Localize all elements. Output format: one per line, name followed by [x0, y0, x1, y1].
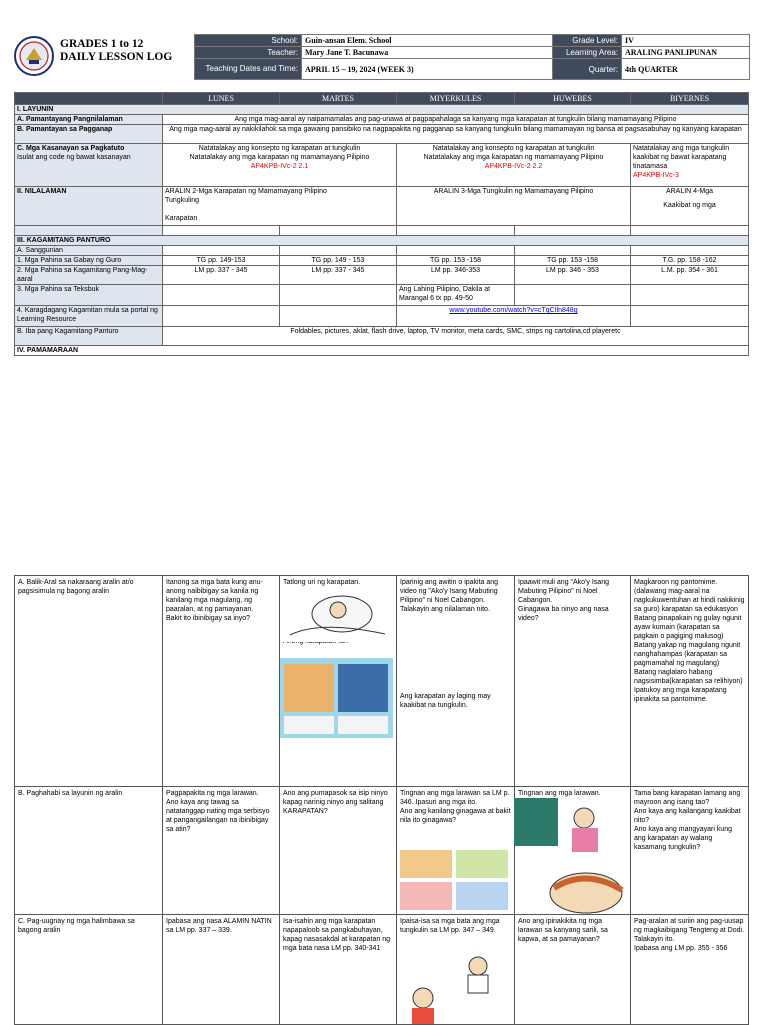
kasanayan-sub: Isulat ang code ng bawat kasanayan	[17, 154, 131, 161]
gabay-martes: TG pp. 149 - 153	[280, 256, 397, 266]
spacer-cell	[280, 226, 397, 236]
quarter-value: 4th QUARTER	[622, 59, 750, 80]
balik-aral-miyerkules	[397, 576, 515, 787]
spacer-cell	[515, 226, 631, 236]
nilalaman-mon-title: ARALIN 2-Mga Karapatan ng Mamamayang Pilipino	[165, 188, 327, 195]
day-martes: MARTES	[280, 93, 397, 105]
header-info-table	[194, 34, 750, 80]
balik-aral-huwebes: Ipaawit muli ang "Ako'y Isang Mabuting Pilipino" ni Noel Cabangon. Ginagawa ba ninyo ang nasa video?	[515, 576, 631, 787]
dates-value: APRIL 15 – 19, 2024 (WEEK 3)	[302, 59, 553, 80]
pamantayang-pangnilalaman-text: Ang mga mag-aaral ay naipamamalas ang pag-unawa at pagpapahalaga sa kanyang mga karapatan at tungkulin bilang mamamayang Pilipino	[163, 115, 749, 125]
empty-cell	[163, 246, 280, 256]
day-biyernes: BIYERNES	[631, 93, 749, 105]
pag-uugnay-miyerkules: Ipaisa-isa sa mga bata ang mga tungkulin sa LM pp. 347 – 349.	[397, 915, 515, 1025]
spacer-cell	[163, 226, 280, 236]
procedures-table	[14, 575, 749, 1025]
iba-kagamitan-text: Foldables, pictures, aklat, flash drive, laptop, TV monitor, meta cards, SMC, strips ng cartolina,cd playeretc	[163, 327, 749, 346]
empty-cell	[280, 285, 397, 306]
pamantayan-pagganap-text: Ang mga mag-aaral ay nakikilahok sa mga gawaing pansibiko na nagpapakita ng pagganap sa kanyang tungkulin bilang mamamayan ng bansa at pagsasabuhay ng kanyang karapatan	[163, 125, 749, 144]
teacher-label: Teacher:	[195, 47, 302, 59]
family-pictures-illustration	[398, 848, 511, 912]
kasanayan-mon-tue	[163, 144, 397, 187]
row-label-iba: B. Iba pang Kagamitang Panturo	[15, 327, 163, 346]
kasanayan-fri-code: AP4KPB-IVc-3	[633, 172, 679, 179]
spacer-cell	[397, 226, 515, 236]
nilalaman-mon-line3: Karapatan	[165, 215, 198, 222]
gabay-lunes: TG pp. 149-153	[163, 256, 280, 266]
kasanayan-mon-code: AP4KPB-IVc-2 2.1	[250, 163, 309, 170]
empty-cell	[515, 246, 631, 256]
empty-cell	[163, 306, 280, 327]
gabay-biyernes: T.G. pp. 158 -162	[631, 256, 749, 266]
classroom-illustration	[514, 798, 624, 918]
nilalaman-mon	[163, 187, 397, 226]
kasanayan-wed-thu	[397, 144, 631, 187]
proc-label-paghahabi: B. Paghahabi sa layunin ng aralin	[15, 787, 163, 915]
nilalaman-wed: ARALIN 3-Mga Tungkulin ng Mamamayang Pilipino	[397, 187, 631, 226]
row-label-pamantayang-pangnilalaman: A. Pamantayang Pangnilalaman	[15, 115, 163, 125]
area-value: ARALING PANLIPUNAN	[622, 47, 750, 59]
row-label-sanggunian: A. Sanggunian	[15, 246, 163, 256]
grade-value: IV	[622, 35, 750, 47]
paghahabi-biyernes: Tama bang karapatan lamang ang mayroon ang isang tao? Ano kaya ang kailangang kaakibat nito? Ano kaya ang mangyayari kung ang karapatan ay walang kasamang tungkulin?	[631, 787, 749, 915]
nilalaman-fri-title: ARALIN 4-Mga	[665, 188, 714, 195]
lm-biyernes: L.M. pp. 354 - 361	[631, 266, 749, 285]
gabay-huwebes: TG pp. 153 -158	[515, 256, 631, 266]
title-line2: DAILY LESSON LOG	[60, 51, 173, 63]
kasanayan-wed-code: AP4KPB-IVc-2 2.2	[484, 163, 543, 170]
lm-lunes: LM pp. 337 - 345	[163, 266, 280, 285]
karagdagan-cell	[397, 306, 631, 327]
lm-martes: LM pp. 337 - 345	[280, 266, 397, 285]
dates-label: Teaching Dates and Time:	[195, 59, 302, 80]
empty-cell	[280, 306, 397, 327]
corner-header	[15, 93, 163, 105]
grade-label: Grade Level:	[553, 35, 622, 47]
proc-label-balik-aral: A. Balik-Aral sa nakaraang aralin at/o pagsisimula ng bagong aralin	[15, 576, 163, 787]
gabay-miyerkules: TG pp. 153 -158	[397, 256, 515, 266]
section-layunin: I. LAYUNIN	[15, 105, 749, 115]
section-kagamitan: III. KAGAMITANG PANTURO	[15, 236, 749, 246]
row-label-gabay: 1. Mga Pahina sa Gabay ng Guro	[15, 256, 163, 266]
row-label-kasanayan	[15, 144, 163, 187]
document-title	[60, 38, 172, 64]
school-label: School:	[195, 35, 302, 47]
empty-cell	[631, 285, 749, 306]
kasanayan-mon-text: Natatalakay ang konsepto ng karapatan at tungkulin Natatalakay ang mga karapatan ng mamamayang Pilipino	[189, 145, 370, 161]
nilalaman-fri-line2: Kaakibat ng mga	[663, 202, 716, 209]
empty-cell	[631, 246, 749, 256]
kasanayan-wed-text: Natatalakay ang konsepto ng karapatan at tungkulin Natatalakay ang mga karapatan ng mamamayang Pilipino	[423, 145, 604, 161]
balik-aral-lunes: Itanong sa mga bata kung anu-anong naibibigay sa kanila ng kanilang mga magulang, ng paaralan, at ng pamayanan. Bakit ito ibinibigay sa inyo?	[163, 576, 280, 787]
kasanayan-fri	[631, 144, 749, 187]
section-pamamaraan: IV. PAMAMARAAN	[15, 346, 749, 356]
lm-huwebes: LM pp. 346 - 353	[515, 266, 631, 285]
empty-cell	[280, 246, 397, 256]
deped-seal-logo	[14, 36, 54, 76]
day-lunes: LUNES	[163, 93, 280, 105]
quarter-label: Quarter:	[553, 59, 622, 80]
balik-aral-miyerkules-note: Ang karapatan ay laging may kaakibat na tungkulin.	[400, 693, 491, 709]
youtube-link[interactable]: www.youtube.com/watch?v=cTqCtln848g	[449, 307, 578, 314]
empty-cell	[631, 306, 749, 327]
lesson-log-table	[14, 92, 749, 356]
row-label-karagdagan: 4. Karagdagang Kagamitan mula sa portal ng Learning Resource	[15, 306, 163, 327]
spacer-cell	[631, 226, 749, 236]
teksbuk-miyerkules: Ang Lahing Pilipino, Dakila at Marangal 6 tx pp. 49-50	[397, 285, 515, 306]
pag-uugnay-martes: Isa-isahin ang mga karapatan napapaloob sa pangkabuhayan, kapag nasasakdal at karapatan ng mga bata nasa LM pp. 340-341	[280, 915, 397, 1025]
row-label-lm: 2. Mga Pahina sa Kagamitang Pang-Mag-aaral	[15, 266, 163, 285]
pag-uugnay-lunes: Ipabasa ang nasa ALAMIN NATIN sa LM pp. 337 – 339.	[163, 915, 280, 1025]
lm-miyerkules: LM pp. 346-353	[397, 266, 515, 285]
spacer-cell	[15, 226, 163, 236]
balik-aral-miyerkules-text: Iparinig ang awitin o ipakita ang video ng "Ako'y Isang Mabuting Pilipino" ni Noel Cabangon. Talakayin ang nilalaman nito.	[400, 579, 499, 613]
area-label: Learning Area:	[553, 47, 622, 59]
thinking-child-illustration	[280, 590, 395, 642]
nilalaman-fri	[631, 187, 749, 226]
empty-cell	[163, 285, 280, 306]
balik-aral-martes-text: Tatlong uri ng karapatan.	[283, 579, 361, 586]
empty-cell	[515, 285, 631, 306]
day-huwebes: HUWEBES	[515, 93, 631, 105]
section-nilalaman: II. NILALAMAN	[15, 187, 163, 226]
row-label-pamantayan-pagganap: B. Pamantayan sa Pagganap	[15, 125, 163, 144]
pag-uugnay-huwebes: Ano ang ipinakikita ng mga larawan sa kanyang sarili, sa kapwa, at sa pamayanan?	[515, 915, 631, 1025]
day-miyerkules: MIYERKULES	[397, 93, 515, 105]
kasanayan-fri-text: Natatalakay ang mga tungkulin kaakibat ng bawat karapatang tinatamasa	[633, 145, 730, 170]
children-duties-illustration	[398, 948, 508, 1024]
row-label-teksbuk: 3. Mga Pahina sa Teksbuk	[15, 285, 163, 306]
nilalaman-mon-line2: Tungkuling	[165, 197, 199, 204]
title-line1: GRADES 1 to 12	[60, 38, 144, 50]
school-value: Guin-ansan Elem. School	[302, 35, 553, 47]
paghahabi-martes: Ano ang pumapasok sa isip ninyo kapag narinig ninyo ang salitang KARAPATAN?	[280, 787, 397, 915]
balik-aral-biyernes: Magkaroon ng pantomime. (dalawang mag-aaral na nagkukuwentuhan at hindi nakikinig sa guro) karapatan sa edukasyon Batang pinapakain ng gulay ngunit ayaw kumain (karapatan sa pagkain o pagiging malusog) Batang yakap ng magulang ngunit nanghahampas (karapatan sa pagmamahal ng magulang) Batang naglalaro habang nagsisimba(karapatan sa relihiyon) Ipatukoy ang mga karapatang ipinakita sa pantomime.	[631, 576, 749, 787]
proc-label-pag-uugnay: C. Pag-uugnay ng mga halimbawa sa bagong aralin	[15, 915, 163, 1025]
kasanayan-label: C. Mga Kasanayan sa Pagkatuto	[17, 145, 125, 152]
paghahabi-huwebes: Tingnan ang mga larawan.	[515, 787, 631, 915]
paghahabi-miyerkules: Tingnan ang mga larawan sa LM p. 346. Ipasuri ang mga ito. Ano ang kanilang ginagawa at bakit nila ito ginagawa?	[397, 787, 515, 915]
rights-poster-illustration	[280, 658, 393, 738]
empty-cell	[397, 246, 515, 256]
teacher-value: Mary Jane T. Bacunawa	[302, 47, 553, 59]
pag-uugnay-biyernes: Pag-aralan at suriin ang pag-uusap ng magkaibigang Tengteng at Dodi. Talakayin ito. Ipabasa ang LM pp. 355 - 356	[631, 915, 749, 1025]
paghahabi-lunes: Pagpapakita ng mga larawan. Ano kaya ang tawag sa natatanggap nating mga serbisyo at pangangailangan na ibinibigay sa atin?	[163, 787, 280, 915]
